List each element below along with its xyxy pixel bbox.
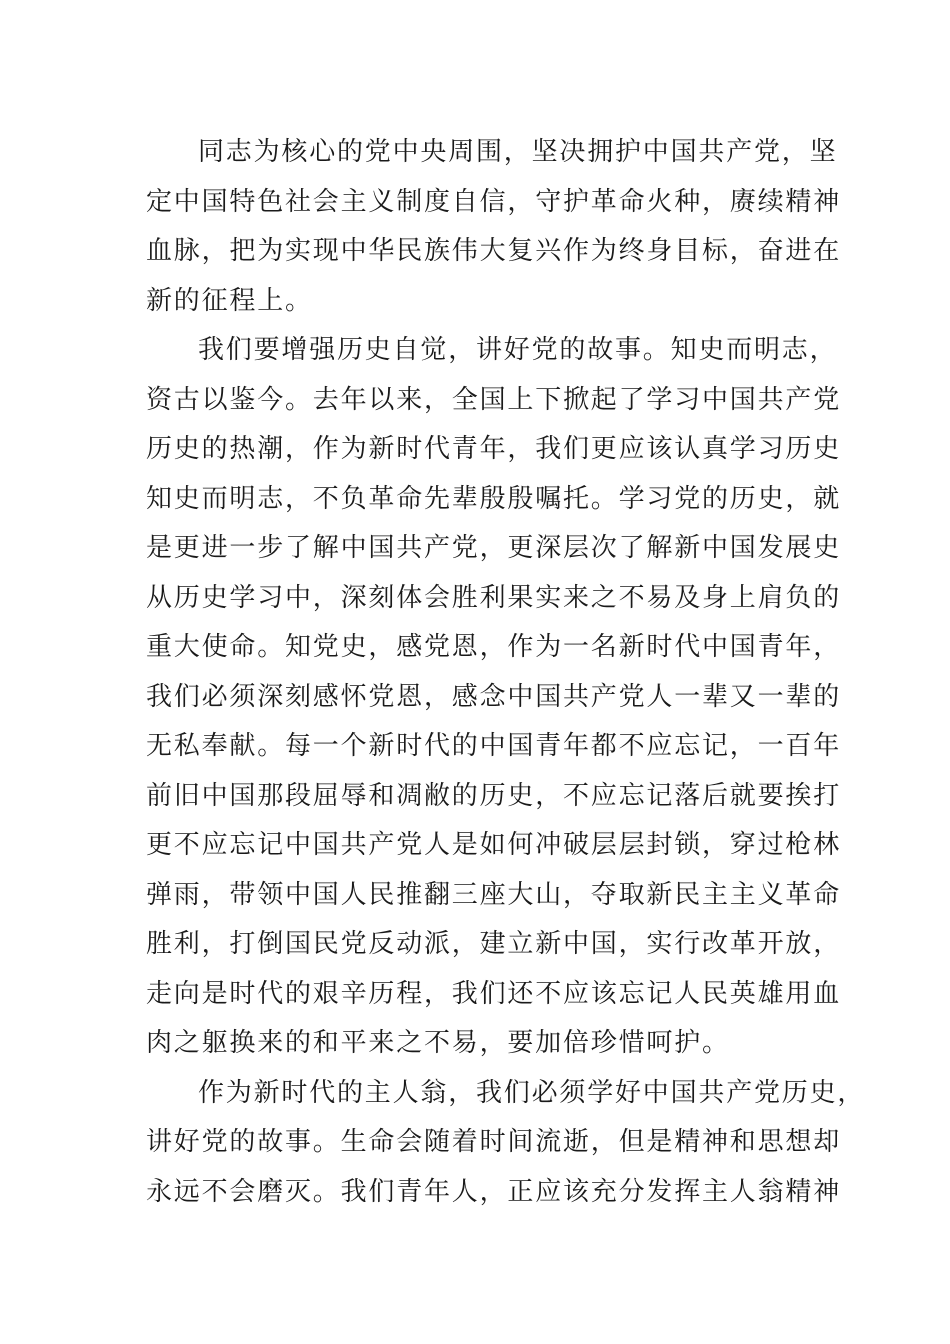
paragraph-line: 血脉，把为实现中华民族伟大复兴作为终身目标，奋进在 bbox=[146, 236, 842, 266]
paragraph-line: 新的征程上。 bbox=[146, 285, 313, 316]
paragraph-line: 肉之躯换来的和平来之不易，要加倍珍惜呵护。 bbox=[146, 1028, 730, 1058]
paragraph-line: 重大使命。知党史，感党恩，作为一名新时代中国青年， bbox=[146, 632, 842, 662]
paragraph-line: 讲好党的故事。生命会随着时间流逝，但是精神和思想却 bbox=[146, 1127, 842, 1157]
paragraph-line: 我们必须深刻感怀党恩，感念中国共产党人一辈又一辈的 bbox=[146, 681, 842, 712]
paragraph-line: 胜利，打倒国民党反动派，建立新中国，实行改革开放， bbox=[146, 929, 842, 959]
paragraph-line: 历史的热潮，作为新时代青年，我们更应该认真学习历史 bbox=[146, 434, 842, 464]
paragraph-line: 是更进一步了解中国共产党，更深层次了解新中国发展史 bbox=[146, 533, 842, 563]
paragraph-line: 资古以鉴今。去年以来，全国上下掀起了学习中国共产党 bbox=[146, 384, 842, 415]
paragraph-line: 从历史学习中，深刻体会胜利果实来之不易及身上肩负的 bbox=[146, 582, 842, 613]
paragraph-line: 永远不会磨灭。我们青年人，正应该充分发挥主人翁精神 bbox=[146, 1176, 842, 1207]
paragraph-line: 走向是时代的艰辛历程，我们还不应该忘记人民英雄用血 bbox=[146, 978, 842, 1009]
paragraph-line: 作为新时代的主人翁，我们必须学好中国共产党历史， bbox=[198, 1077, 866, 1108]
paragraph-line: 同志为核心的党中央周围，坚决拥护中国共产党，坚 bbox=[198, 137, 838, 167]
paragraph-line: 知史而明志，不负革命先辈殷殷嘱托。学习党的历史，就 bbox=[146, 483, 842, 514]
paragraph-line: 无私奉献。每一个新时代的中国青年都不应忘记，一百年 bbox=[146, 731, 842, 761]
paragraph-line: 我们要增强历史自觉，讲好党的故事。知史而明志， bbox=[198, 335, 838, 365]
paragraph-line: 弹雨，带领中国人民推翻三座大山，夺取新民主主义革命 bbox=[146, 879, 842, 910]
paragraph-line: 定中国特色社会主义制度自信，守护革命火种，赓续精神 bbox=[146, 186, 842, 217]
paragraph-line: 更不应忘记中国共产党人是如何冲破层层封锁，穿过枪林 bbox=[146, 830, 842, 860]
document-body bbox=[146, 128, 866, 1217]
paragraph-line: 前旧中国那段屈辱和凋敝的历史，不应忘记落后就要挨打 bbox=[146, 780, 842, 811]
